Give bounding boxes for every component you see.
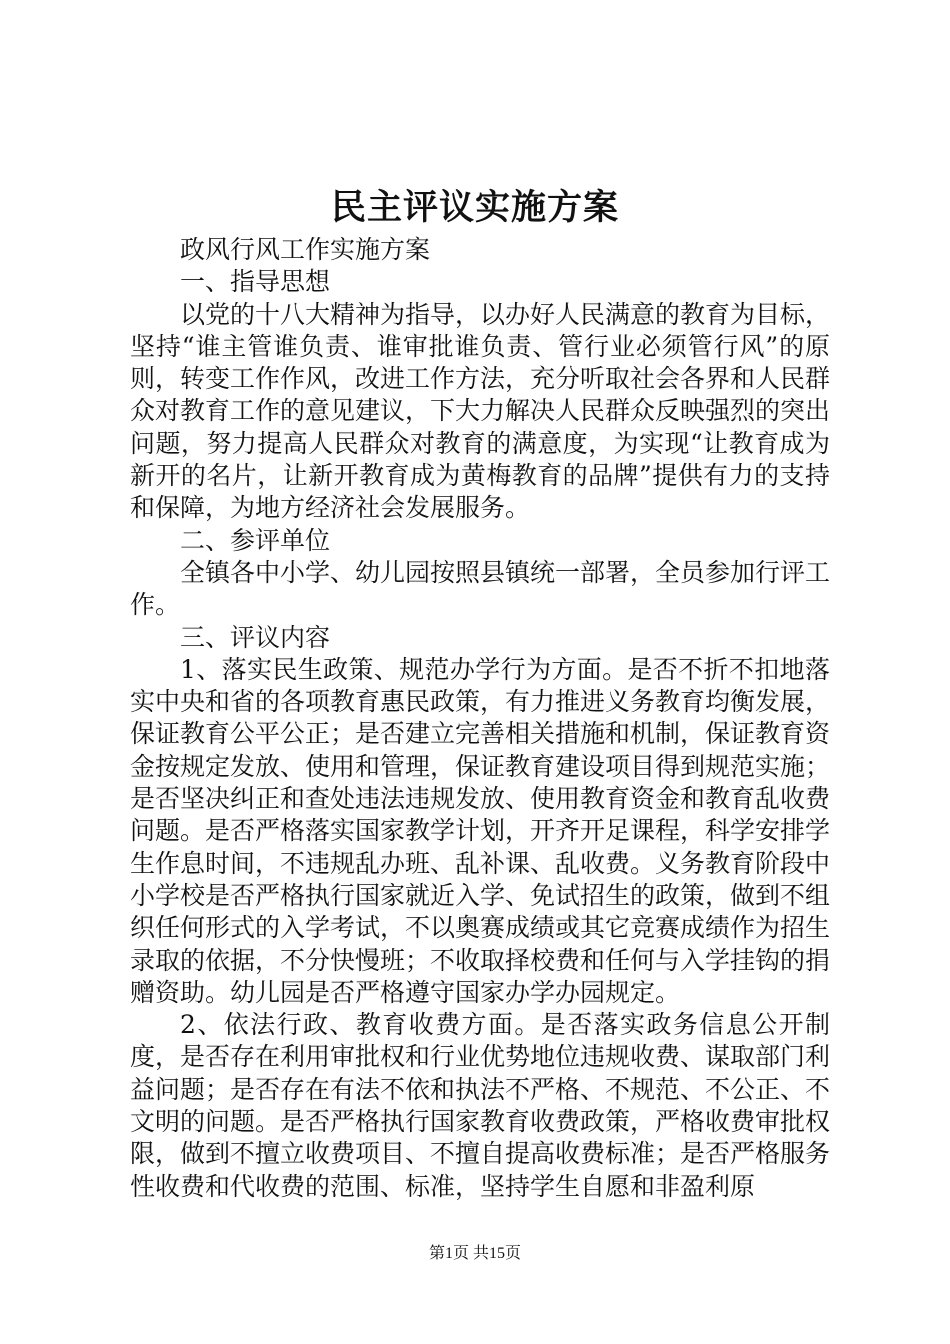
paragraph-item-1: 1、落实民生政策、规范办学行为方面。是否不折不扣地落实中央和省的各项教育惠民政策，有力推进义务教育均衡发展，保证教育公平公正；是否建立完善相关措施和机制，保证教育资金按规定发放、使用和管理，保证教育建设项目得到规范实施；是否坚决纠正和查处违法违规发放、使用教育资金和教育乱收费问题。是否严格落实国家教学计划，开齐开足课程，科学安排学生作息时间，不违规乱办班、乱补课、乱收费。义务教育阶段中小学校是否严格执行国家就近入学、免试招生的政策，做到不组织任何形式的入学考试，不以奥赛成绩或其它竞赛成绩作为招生录取的依据，不分快慢班；不收取择校费和任何与入学挂钩的捐赠资助。幼儿园是否严格遵守国家办学办园规定。 bbox=[130, 654, 831, 1007]
paragraph-participants: 全镇各中小学、幼儿园按照县镇统一部署，全员参加行评工作。 bbox=[130, 557, 831, 620]
document-body bbox=[130, 234, 830, 1203]
paragraph-item-2: 2、依法行政、教育收费方面。是否落实政务信息公开制度，是否存在利用审批权和行业优势地位违规收费、谋取部门利益问题；是否存在有法不依和执法不严格、不规范、不公正、不文明的问题。是否严格执行国家教育收费政策，严格收费审批权限，做到不擅立收费项目、不擅自提高收费标准；是否严格服务性收费和代收费的范围、标准，坚持学生自愿和非盈利原 bbox=[130, 1010, 831, 1201]
paragraph-heading-3: 三、评议内容 bbox=[180, 622, 331, 652]
paragraph-heading-2: 二、参评单位 bbox=[180, 525, 331, 555]
paragraph-guiding-thought: 以党的十八大精神为指导，以办好人民满意的教育为目标，坚持“谁主管谁负责、谁审批谁负责、管行业必须管行风”的原则，转变工作作风，改进工作方法，充分听取社会各界和人民群众对教育工作的意见建议，下大力解决人民群众反映强烈的突出问题，努力提高人民群众对教育的满意度，为实现“让教育成为新开的名片，让新开教育成为黄梅教育的品牌”提供有力的支持和保障，为地方经济社会发展服务。 bbox=[130, 299, 831, 523]
document-title: 民主评议实施方案 bbox=[330, 187, 619, 228]
paragraph-subtitle: 政风行风工作实施方案 bbox=[180, 235, 431, 264]
page-number-footer: 第1页 共15页 bbox=[428, 1245, 521, 1262]
paragraph-heading-1: 一、指导思想 bbox=[180, 267, 331, 297]
